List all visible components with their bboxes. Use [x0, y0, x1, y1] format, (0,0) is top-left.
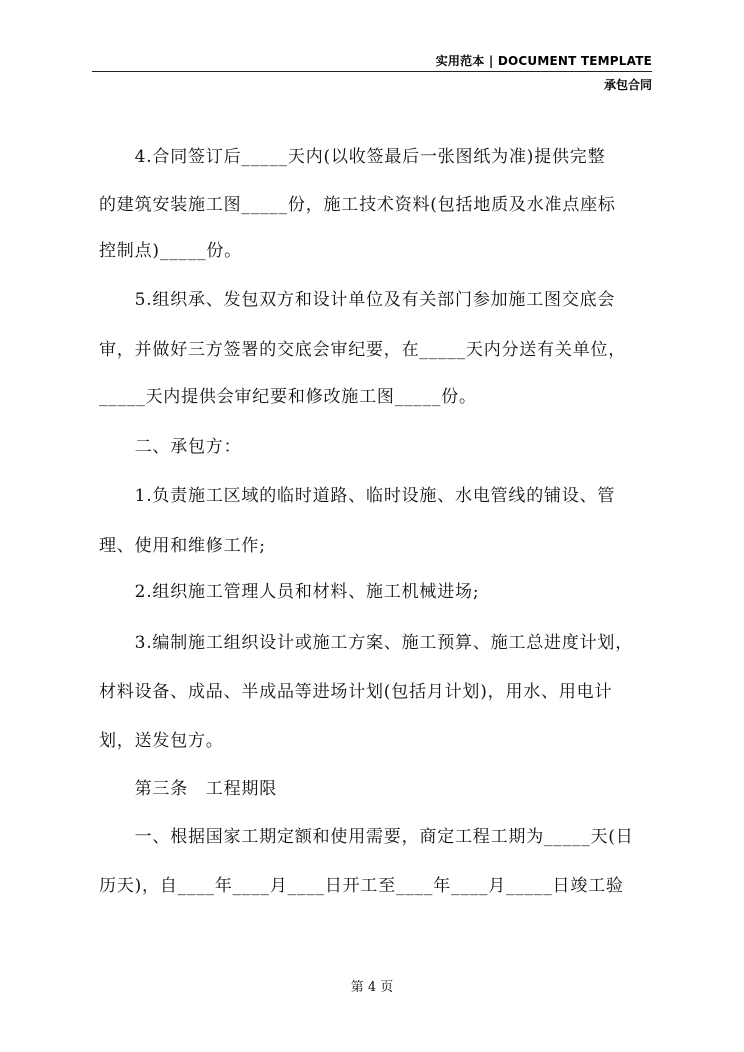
text-line: 3.编制施工组织设计或施工方案、施工预算、施工总进度计划，	[99, 633, 634, 653]
article-heading: 第三条 工程期限	[99, 779, 277, 799]
text-line: 4.合同签订后_____天内(以收签最后一张图纸为准)提供完整	[99, 147, 606, 167]
text-line: 理、使用和维修工作;	[99, 536, 266, 556]
text-line: _____天内提供会审纪要和修改施工图_____份。	[99, 387, 477, 407]
text-line: 审，并做好三方签署的交底会审纪要，在_____天内分送有关单位，	[99, 340, 627, 360]
text-line: 的建筑安装施工图_____份，施工技术资料(包括地质及水准点座标	[99, 195, 616, 215]
text-line: 5.组织承、发包双方和设计单位及有关部门参加施工图交底会	[99, 290, 616, 310]
header-subtitle: 承包合同	[603, 78, 652, 92]
header-divider	[92, 71, 652, 72]
text-line: 历天)，自____年____月____日开工至____年____月_____日竣工验	[99, 876, 624, 896]
text-line: 控制点)_____份。	[99, 241, 242, 261]
header-title: 实用范本 | DOCUMENT TEMPLATE	[435, 54, 652, 68]
text-line: 划，送发包方。	[99, 731, 224, 751]
text-line: 2.组织施工管理人员和材料、施工机械进场;	[99, 582, 480, 602]
text-line: 1.负责施工区域的临时道路、临时设施、水电管线的铺设、管	[99, 486, 616, 506]
text-line: 材料设备、成品、半成品等进场计划(包括月计划)，用水、用电计	[99, 682, 613, 702]
text-line: 一、根据国家工期定额和使用需要，商定工程工期为_____天(日	[99, 827, 634, 847]
page-number: 第 4 页	[350, 980, 394, 995]
section-heading: 二、承包方：	[99, 437, 242, 457]
